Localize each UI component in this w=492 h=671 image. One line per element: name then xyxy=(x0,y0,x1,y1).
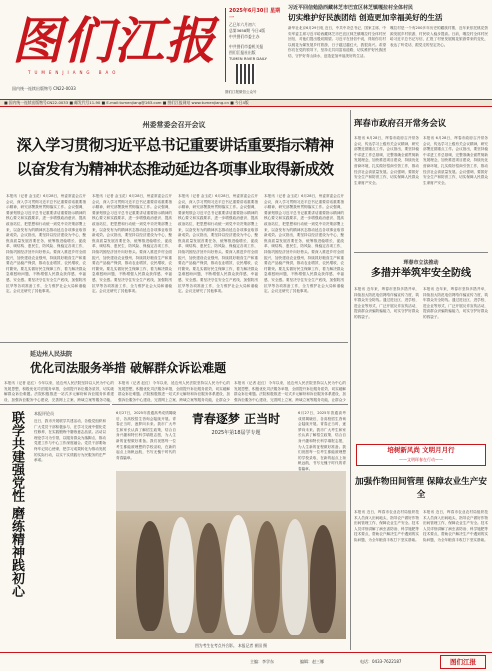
footer xyxy=(0,652,492,671)
fraud-body-col-2: 本报讯 近年来，珲春市坚持多措并举，持续加大防范电信网络诈骗宣传力度，筑牢群众安全防线。通过进社区、进学校、进企业等形式，广泛开展反诈宣传活动，提高群众识骗防骗能力，切实守护好群众的钱袋子。 xyxy=(423,287,488,319)
qr-code-icon[interactable] xyxy=(236,64,256,84)
opinion-body: 近日，我市开展联学共建活动，各级党组织和广大党员干部积极参与，在学习交流中强化党性修养，在实践锻炼中磨练意志品质。活动以理论学习为引领，以服务群众为落脚点，推动党建工作与中心工作深度融合。党员干部要始终牢记初心使命，把学习成果转化为推动发展的实际行动，以实干实绩践行为民服务的庄严承诺。 xyxy=(34,419,106,463)
top-right-body-right: 嘎拉村是一个有200多年历史的藏族村寨，近年来依托桃花资源发展乡村旅游，村民收入稳步提高。日前，嘎拉村全体村民给习近平总书记写信，汇报了村里发展桃花旅游带来的变化，表达了听党话、跟党走的坚定决心。 xyxy=(390,26,488,47)
lead-body-col-1: 本报讯（记者 金玉花）6月28日，州委常委会召开会议，深入学习贯彻习近平总书记重要讲话重要指示精神，研究部署我州贯彻落实工作。会议强调，要深刻领会习近平总书记重要讲话重要指示精神的核心要义和实践要求，进一步增强政治意识、提高政治站位，把思想和行动统一到党中央决策部署上来，以奋发有为的精神状态推动延边各项事业取得新成效。会议指出，要坚持以经济建设为中心，聚焦高质量发展首要任务，统筹推进稳增长、促改革、调结构、惠民生、防风险、保稳定各项工作，持续巩固经济回升向好势头。要深入推进乡村全面振兴，加快建设农业强州，持续抓好粮食生产和重要农产品稳产保供，推动农业增效、农民增收、农村繁荣。要扎实做好民生保障工作，着力解决群众急难愁盼问题，不断增强人民群众获得感、幸福感、安全感。要坚决守住安全生产底线，加强防汛抗旱等各项准备工作，全力维护社会大局和谐稳定。会议还研究了其他事项。 xyxy=(6,194,86,294)
opinion-author: 本报评论员 xyxy=(34,411,54,416)
footer-left: 主编：李学东 xyxy=(250,659,274,664)
lead-headline-1: 深入学习贯彻习近平总书记重要讲话重要指示精神 xyxy=(16,136,334,154)
masthead-pinyin: TUMENJIANG BAO xyxy=(28,70,120,75)
top-right-body-left: 新华社北京6月29日电 近日，中共中央总书记、国家主席、中央军委主席习近平给西藏林芝市巴宜区林芝镇嘎拉村全体村民回信，对他们提出殷切期望。习近平在回信中说，得知你们村以桃花为媒发展乡村旅游，日子越过越红火，我很高兴。希望你们在党的领导下，坚持走共同富裕道路，切实维护好民族团结，守护好青山绿水，创造更加幸福美好的生活。 xyxy=(288,26,386,58)
issue-line: 总第3658期 今日4版 xyxy=(229,28,266,33)
lead-body-col-3: 本报讯（记者 金玉花）6月28日，州委常委会召开会议，深入学习贯彻习近平总书记重要讲话重要指示精神，研究部署我州贯彻落实工作。会议强调，要深刻领会习近平总书记重要讲话重要指示精神的核心要义和实践要求，进一步增强政治意识、提高政治站位，把思想和行动统一到党中央决策部署上来，以奋发有为的精神状态推动延边各项事业取得新成效。会议指出，要坚持以经济建设为中心，聚焦高质量发展首要任务，统筹推进稳增长、促改革、调结构、惠民生、防风险、保稳定各项工作，持续巩固经济回升向好势头。要深入推进乡村全面振兴，加快建设农业强州，持续抓好粮食生产和重要农产品稳产保供，推动农业增效、农民增收、农村繁荣。要扎实做好民生保障工作，着力解决群众急难愁盼问题，不断增强人民群众获得感、幸福感、安全感。要坚决守住安全生产底线，加强防汛抗旱等各项准备工作，全力维护社会大局和谐稳定。会议还研究了其他事项。 xyxy=(178,194,258,294)
lead-body-col-4: 本报讯（记者 金玉花）6月28日，州委常委会召开会议，深入学习贯彻习近平总书记重要讲话重要指示精神，研究部署我州贯彻落实工作。会议强调，要深刻领会习近平总书记重要讲话重要指示精神的核心要义和实践要求，进一步增强政治意识、提高政治站位，把思想和行动统一到党中央决策部署上来，以奋发有为的精神状态推动延边各项事业取得新成效。会议指出，要坚持以经济建设为中心，聚焦高质量发展首要任务，统筹推进稳增长、促改革、调结构、惠民生、防风险、保稳定各项工作，持续巩固经济回升向好势头。要深入推进乡村全面振兴，加快建设农业强州，持续抓好粮食生产和重要农产品稳产保供，推动农业增效、农民增收、农村繁荣。要扎实做好民生保障工作，着力解决群众急难愁盼问题，不断增强人民群众获得感、幸福感、安全感。要坚决守住安全生产底线，加强防汛抗旱等各项准备工作，全力维护社会大局和谐稳定。会议还研究了其他事项。 xyxy=(264,194,344,294)
masthead-title: 图们江报 xyxy=(12,11,216,70)
youth-body-side: 6月27日，2025年普通高考成绩揭晓后，各高校招生咨询会陆续开展。青春正当时，逐梦向未来。我市广大考生和家长认真了解招生政策，结合自身兴趣和特长科学填报志愿，为人生新的征程做好准备。我们祝愿每一位考生都能被理想的学校录取，在新的起点上扬帆远航，书写无愧于时代的青春篇章。 xyxy=(116,411,176,460)
farm-story xyxy=(354,470,488,650)
youth-story xyxy=(112,404,348,654)
opinion-headline xyxy=(6,411,26,621)
ticker-text: ■ 国内统一连续出版物号CN22-0033 ■ 邮发代号11-90 ■ E-mail:tumenjiang@163.com ■ 图们江报网站 www.tumenjiang.cn ■ 今日4版 xyxy=(4,100,249,105)
footer-mid: 编辑：赵三娜 xyxy=(300,659,324,664)
fraud-story xyxy=(354,252,488,442)
date-line: 2025年6月30日 星期一 xyxy=(229,8,281,21)
ticker-bar xyxy=(0,99,492,107)
fraud-body-col-1: 本报讯 近年来，珲春市坚持多措并举，持续加大防范电信网络诈骗宣传力度，筑牢群众安全防线。通过进社区、进学校、进企业等形式，广泛开展反诈宣传活动，提高群众识骗防骗能力，切实守护好群众的钱袋子。 xyxy=(354,287,419,319)
top-right-story xyxy=(288,4,488,94)
fraud-headline: 多措并举筑牢安全防线 xyxy=(371,268,471,279)
exec-story xyxy=(354,110,488,250)
slogan-box xyxy=(356,444,486,466)
court-headline: 优化司法服务举措 破解群众诉讼难题 xyxy=(30,361,227,375)
qr-block xyxy=(236,64,276,86)
slogan-line-1: 培树新风尚 文明月月行 xyxy=(387,446,455,454)
cn-line: 国内统一连续出版物号 CN22-0033 xyxy=(12,86,76,91)
brand-line-2: 图们江报社出版 xyxy=(229,50,256,55)
brand-line-1: 中共图们市委机关报 xyxy=(229,44,264,49)
farm-body-col-2: 本报讯 近日，珲春市农业农村局组织技术人员深入田间地头，指导农户做好作物田间管理工作，保障农业生产安全。技术人员详细讲解了病虫害防治、科学施肥等技术要点，帮助农户解决生产中遇到的实际问题，为全年粮食丰收打下坚实基础。 xyxy=(423,510,488,542)
opinion xyxy=(0,404,110,654)
column-divider xyxy=(350,110,351,650)
brand-line-3: TUMEN RIVER DAILY xyxy=(229,56,267,61)
youth-headline: 青春逐梦 正当时 xyxy=(191,412,281,426)
farm-body-col-1: 本报讯 近日，珲春市农业农村局组织技术人员深入田间地头，指导农户做好作物田间管理工作，保障农业生产安全。技术人员详细讲解了病虫害防治、科学施肥等技术要点，帮助农户解决生产中遇到的实际问题，为全年粮食丰收打下坚实基础。 xyxy=(354,510,419,542)
court-body-col-3: 本报讯（记者 赵红）今年以来，延边州人民法院坚持以人民为中心的发展思想，积极优化司法服务举措，全面提升诉讼服务质效，切实破解群众诉讼难题。法院积极推进一站式多元解纷和诉讼服务体系建设，加强诉讼服务中心建设，完善网上立案、跨域立案等服务功能，让群众少 xyxy=(234,381,346,402)
footer-seal: 图们江报 xyxy=(440,655,486,669)
exec-body-col-1: 本报讯 6月28日，珲春市政府召开常务会议，传达学习上级有关会议精神，研究部署近期重点工作。会议指出，要坚持稳中求进工作总基调，完整准确全面贯彻新发展理念，加快推进项目建设，持续优化营商环境，扎实做好招商引资工作，推动经济社会高质量发展。会议强调，要抓好安全生产和防汛工作，切实保障人民群众生命财产安全。 xyxy=(354,136,419,185)
publisher: 中共图们市委主办 xyxy=(229,34,260,39)
lunar-line: 乙巳年六月初六 xyxy=(229,22,256,27)
court-story xyxy=(0,342,348,402)
court-kicker: 延边州人民法院 xyxy=(30,351,73,358)
farm-headline xyxy=(354,476,488,502)
exec-headline: 珲春市政府召开常务会议 xyxy=(354,118,447,128)
youth-photo-caption: 图为考生在考点外合影。 本报记者 崔国 摄 xyxy=(195,643,267,648)
court-body-col-1: 本报讯（记者 赵红）今年以来，延边州人民法院坚持以人民为中心的发展思想，积极优化司法服务举措，全面提升诉讼服务质效，切实破解群众诉讼难题。法院积极推进一站式多元解纷和诉讼服务体系建设，加强诉讼服务中心建设，完善网上立案、跨域立案等服务功能， xyxy=(4,381,114,402)
footer-right: 电话：0433-7622187 xyxy=(360,659,402,664)
farm-headline-text: 加强作物田间管理 保障农业生产安全 xyxy=(355,477,487,500)
fraud-kicker: 珲春市立法推动 xyxy=(403,260,439,266)
lead-body-col-2: 本报讯（记者 金玉花）6月28日，州委常委会召开会议，深入学习贯彻习近平总书记重要讲话重要指示精神，研究部署我州贯彻落实工作。会议强调，要深刻领会习近平总书记重要讲话重要指示精神的核心要义和实践要求，进一步增强政治意识、提高政治站位，把思想和行动统一到党中央决策部署上来，以奋发有为的精神状态推动延边各项事业取得新成效。会议指出，要坚持以经济建设为中心，聚焦高质量发展首要任务，统筹推进稳增长、促改革、调结构、惠民生、防风险、保稳定各项工作，持续巩固经济回升向好势头。要深入推进乡村全面振兴，加快建设农业强州，持续抓好粮食生产和重要农产品稳产保供，推动农业增效、农民增收、农村繁荣。要扎实做好民生保障工作，着力解决群众急难愁盼问题，不断增强人民群众获得感、幸福感、安全感。要坚决守住安全生产底线，加强防汛抗旱等各项准备工作，全力维护社会大局和谐稳定。会议还研究了其他事项。 xyxy=(92,194,172,294)
lead-headline-2: 以奋发有为精神状态推动延边各项事业取得新成效 xyxy=(16,160,334,178)
youth-body-right: 6月27日，2025年普通高考成绩揭晓后，各高校招生咨询会陆续开展。青春正当时，逐梦向未来。我市广大考生和家长认真了解招生政策，结合自身兴趣和特长科学填报志愿，为人生新的征程做好准备。我们祝愿每一位考生都能被理想的学校录取，在新的起点上扬帆远航，书写无愧于时代的青春篇章。 xyxy=(298,411,346,471)
lead-kicker: 州委常委会召开会议 xyxy=(142,121,206,129)
lead-story xyxy=(0,110,348,340)
court-body-col-2: 本报讯（记者 赵红）今年以来，延边州人民法院坚持以人民为中心的发展思想，积极优化司法服务举措，全面提升诉讼服务质效，切实破解群众诉讼难题。法院积极推进一站式多元解纷和诉讼服务体系建设，加强诉讼服务中心建设，完善网上立案、跨域立案等服务功能，让群众少 xyxy=(118,381,230,402)
wechat-label: 图们江报微信公众号 xyxy=(225,90,257,94)
exec-body-col-2: 本报讯 6月28日，珲春市政府召开常务会议，传达学习上级有关会议精神，研究部署近期重点工作。会议指出，要坚持稳中求进工作总基调，完整准确全面贯彻新发展理念，加快推进项目建设，持续优化营商环境，扎实做好招商引资工作，推动经济社会高质量发展。会议强调，要抓好安全生产和防汛工作，切实保障人民群众生命财产安全。 xyxy=(423,136,488,185)
top-right-headline: 切实维护好民族团结 创造更加幸福美好的生活 xyxy=(288,13,443,22)
top-right-kicker: 习近平回信勉励西藏林芝市巴宜区林芝镇嘎拉村全体村民 xyxy=(288,5,414,11)
youth-subhead: 2025年第18届学专题 xyxy=(211,430,261,436)
opinion-headline-text: 联学共建强党性 磨练精神践初心 xyxy=(9,411,24,598)
slogan-line-2: ——文明珲春在行动—— xyxy=(399,457,443,462)
youth-photo[interactable] xyxy=(116,471,346,639)
